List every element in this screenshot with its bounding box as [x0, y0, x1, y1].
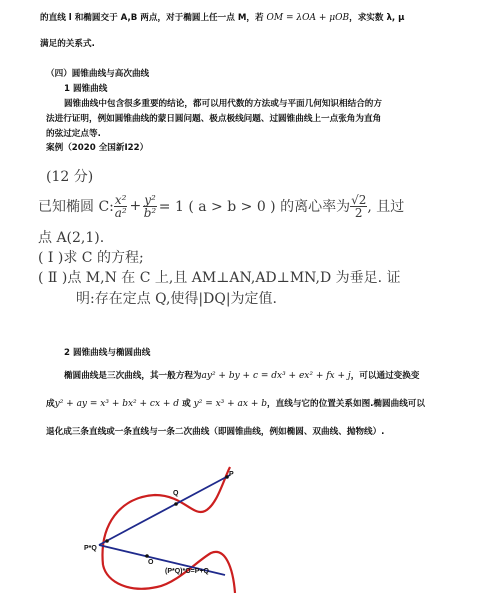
section2-line1-b: ，可以通过变换变	[350, 371, 420, 381]
fraction-b2-denominator: b²	[143, 205, 157, 220]
section4-heading: （四）圆锥曲线与高次曲线	[46, 69, 150, 79]
problem-part2: ( Ⅱ )点 M,N 在 C 上,且 AM⊥AN,AD⊥MN,D 为垂足. 证	[38, 270, 401, 286]
section2-line1-a: 椭圆曲线是三次曲线，其一般方程为	[64, 371, 202, 381]
para1-line2: 满足的关系式.	[40, 39, 95, 49]
section4-subheading: 1 圆锥曲线	[64, 84, 108, 94]
section4-body-line3: 的弦过定点等.	[46, 129, 101, 139]
problem-stem-b: = 1 ( a > b > 0 ) 的离心率为	[158, 199, 351, 215]
problem-line2: 点 A(2,1).	[38, 230, 105, 246]
eccentricity-denominator: 2	[354, 205, 363, 220]
label-pstarq: P*Q	[84, 545, 97, 552]
point-o	[145, 554, 149, 558]
problem-part2-cont: 明:存在定点 Q,使得|DQ|为定值.	[76, 291, 277, 307]
para1-text-a: 的直线 l 和椭圆交于 A,B 两点，对于椭圆上任一点 M，若	[40, 13, 267, 23]
section2-line2	[46, 397, 425, 409]
fraction-x2-a2	[114, 194, 128, 219]
section4-body-line2: 法进行证明，例如圆锥曲线的蒙日圆问题、极点极线问题、过圆锥曲线上一点张角为直角	[46, 114, 382, 124]
section2-line2-a: 成	[46, 399, 55, 409]
section2-heading: 2 圆锥曲线与椭圆曲线	[64, 348, 151, 358]
fraction-y2-b2	[143, 194, 157, 219]
section2-line1	[64, 369, 419, 381]
weierstrass-form-1: y² + ay = x³ + bx² + cx + d	[54, 399, 180, 409]
section2-line2-b: ，直线与它的位置关系如图.椭圆曲线可以	[267, 399, 425, 409]
para1-line1	[40, 11, 404, 23]
problem-stem	[38, 188, 404, 224]
section2-line3: 退化成三条直线或一条直线与一条二次曲线（即圆锥曲线，例如椭圆、双曲线、抛物线）.	[46, 427, 385, 437]
section2-line2-or: 或	[179, 399, 194, 409]
weierstrass-form-2: y² = x³ + ax + b	[193, 399, 268, 409]
eccentricity-numerator: √2	[351, 192, 367, 207]
para1-text-b: ，求实数 λ, μ	[349, 13, 405, 23]
problem-part1: ( Ⅰ )求 C 的方程;	[38, 250, 144, 266]
point-q	[174, 502, 178, 506]
point-pstarq	[105, 539, 109, 543]
fraction-eccentricity	[350, 194, 367, 219]
problem-stem-c: , 且过	[367, 199, 405, 215]
case-label: 案例（2020 全国新Ⅰ22）	[46, 143, 149, 153]
fraction-x2-numerator: x²	[114, 192, 127, 207]
label-p: P	[229, 471, 234, 478]
plus-sign: +	[129, 198, 142, 214]
section4-body-line1: 圆锥曲线中包含很多重要的结论，都可以用代数的方法或与平面几何知识相结合的方	[64, 99, 382, 109]
vector-equation: OM = λOA + μOB	[266, 13, 350, 23]
problem-score: (12 分)	[46, 169, 94, 185]
label-o: O	[148, 559, 154, 566]
label-sum: (P*Q)*O=P+Q	[165, 568, 209, 575]
cubic-general-equation: ay² + by + c = dx³ + ex² + fx + j	[201, 371, 351, 381]
fraction-a2-denominator: a²	[114, 205, 127, 220]
label-q: Q	[173, 490, 179, 497]
fraction-y2-numerator: y²	[144, 192, 156, 207]
problem-stem-a: 已知椭圆 C:	[38, 199, 114, 215]
